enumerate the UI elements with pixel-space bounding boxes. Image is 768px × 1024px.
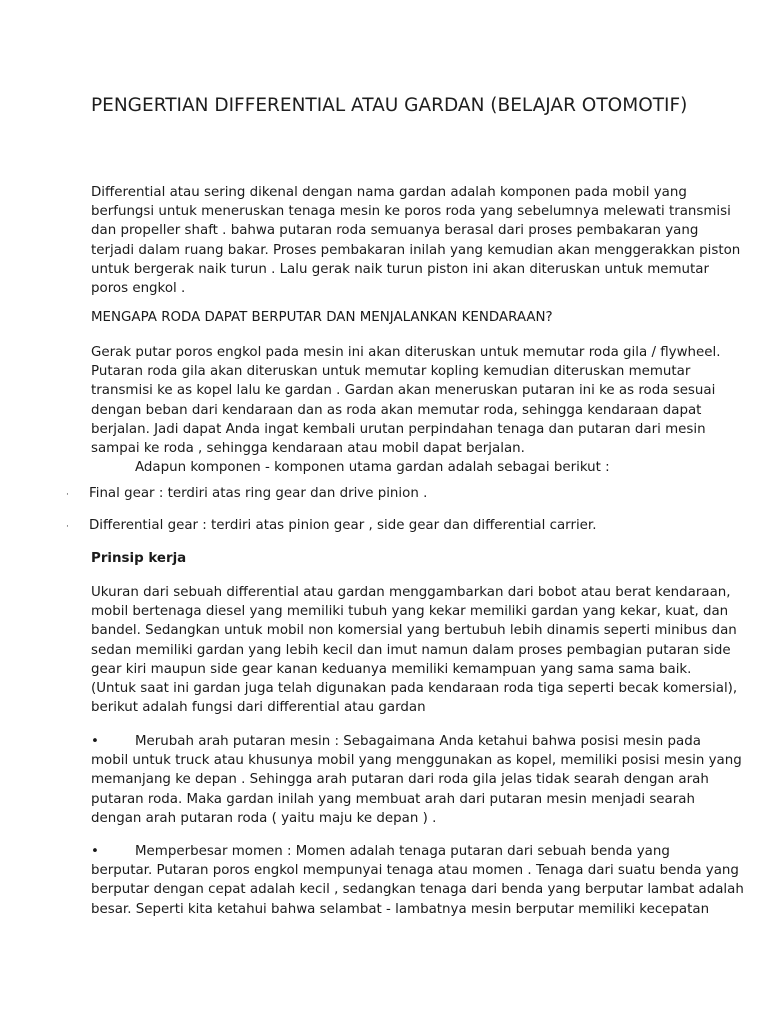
text-line: berikut adalah fungsi dari differential atau gardan <box>91 700 426 716</box>
section-heading-prinsip: Prinsip kerja <box>91 551 187 566</box>
text-line: sedan memiliki gardan yang lebih kecil dan imut namun dalam proses pembagian putaran side <box>91 642 731 658</box>
text-line: dengan arah putaran roda ( yaitu maju ke depan ) . <box>91 810 437 826</box>
text-line: besar. Seperti kita ketahui bahwa selambat - lambatnya mesin berputar memiliki kecepatan <box>91 901 710 917</box>
text-line: berputar. Putaran poros engkol mempunyai tenaga atau momen . Tenaga dari suatu benda yang <box>91 863 739 879</box>
text-line: berjalan. Jadi dapat Anda ingat kembali urutan perpindahan tenaga dan putaran dari mesin <box>91 421 706 437</box>
intro-paragraph <box>91 183 741 298</box>
component-item-final-gear: Final gear : terdiri atas ring gear dan drive pinion . <box>89 486 428 501</box>
components-intro <box>91 458 691 477</box>
text-line: (Untuk saat ini gardan juga telah digunakan pada kendaraan roda tiga seperti becak komersial), <box>91 681 738 697</box>
page-title: PENGERTIAN DIFFERENTIAL ATAU GARDAN (BELAJAR OTOMOTIF) <box>91 95 688 116</box>
text-line: terjadi dalam ruang bakar. Proses pembakaran inilah yang kemudian akan menggerakkan piston <box>91 242 741 258</box>
component-item-differential-gear: Differential gear : terdiri atas pinion gear , side gear dan differential carrier. <box>89 518 597 533</box>
text-line: transmisi ke as kopel lalu ke gardan . Gardan akan meneruskan putaran ini ke as roda sesuai <box>91 383 716 399</box>
text-line: Differential atau sering dikenal dengan nama gardan adalah komponen pada mobil yang <box>91 185 687 200</box>
text-line <box>91 732 701 751</box>
text-line: sampai ke roda , sehingga kendaraan atau mobil dapat berjalan. <box>91 441 525 457</box>
ukuran-paragraph <box>91 583 738 717</box>
text-line: poros engkol . <box>91 281 186 297</box>
function-item-memperbesar-momen <box>91 842 744 919</box>
text-line: bandel. Sedangkan untuk mobil non komersial yang bertubuh lebih dinamis seperti minibus dan <box>91 623 737 639</box>
text-line-content: Merubah arah putaran mesin : Sebagaimana Anda ketahui bahwa posisi mesin pada <box>135 734 701 749</box>
text-line: mobil untuk truck atau khusunya mobil yang menggunakan as kopel, memiliki posisi mesin yang <box>91 753 742 769</box>
text-line: memanjang ke depan . Sehingga arah putaran dari roda gila jelas tidak searah dengan arah <box>91 772 709 788</box>
text-line <box>91 842 691 861</box>
bullet-dot-icon: · <box>66 490 69 500</box>
text-line: Gerak putar poros engkol pada mesin ini akan diteruskan untuk memutar roda gila / flywheel. <box>91 345 721 360</box>
text-line: berfungsi untuk meneruskan tenaga mesin ke poros roda yang sebelumnya melewati transmisi <box>91 204 731 220</box>
text-line: Adapun komponen - komponen utama gardan adalah sebagai berikut : <box>135 460 610 475</box>
bullet-dot-icon: · <box>66 522 69 532</box>
bullet-icon: • <box>91 844 99 859</box>
text-line: dengan beban dari kendaraan dan as roda akan memutar roda, sehingga kendaraan dapat <box>91 402 702 418</box>
bullet-icon: • <box>91 734 99 749</box>
text-line-content: Memperbesar momen : Momen adalah tenaga putaran dari sebuah benda yang <box>135 844 670 859</box>
text-line: putaran roda. Maka gardan inilah yang membuat arah dari putaran mesin menjadi searah <box>91 791 695 807</box>
text-line: mobil bertenaga diesel yang memiliki tubuh yang kekar memiliki gardan yang kekar, kuat, dan <box>91 604 729 620</box>
text-line: dan propeller shaft . bahwa putaran roda semuanya berasal dari proses pembakaran yang <box>91 223 699 239</box>
text-line: gear kiri maupun side gear kanan keduanya memiliki kemampuan yang sama sama baik. <box>91 661 692 677</box>
gerak-paragraph <box>91 343 721 458</box>
text-line: Ukuran dari sebuah differential atau gardan menggambarkan dari bobot atau berat kendaraan, <box>91 585 731 600</box>
text-line: berputar dengan cepat adalah kecil , sedangkan tenaga dari benda yang berputar lambat adalah <box>91 882 744 898</box>
text-line: Putaran roda gila akan diteruskan untuk memutar kopling kemudian diteruskan memutar <box>91 364 691 380</box>
section-question: MENGAPA RODA DAPAT BERPUTAR DAN MENJALANKAN KENDARAAN? <box>91 310 553 325</box>
text-line: untuk bergerak naik turun . Lalu gerak naik turun piston ini akan diteruskan untuk memutar <box>91 261 709 277</box>
function-item-merubah-arah <box>91 732 742 828</box>
